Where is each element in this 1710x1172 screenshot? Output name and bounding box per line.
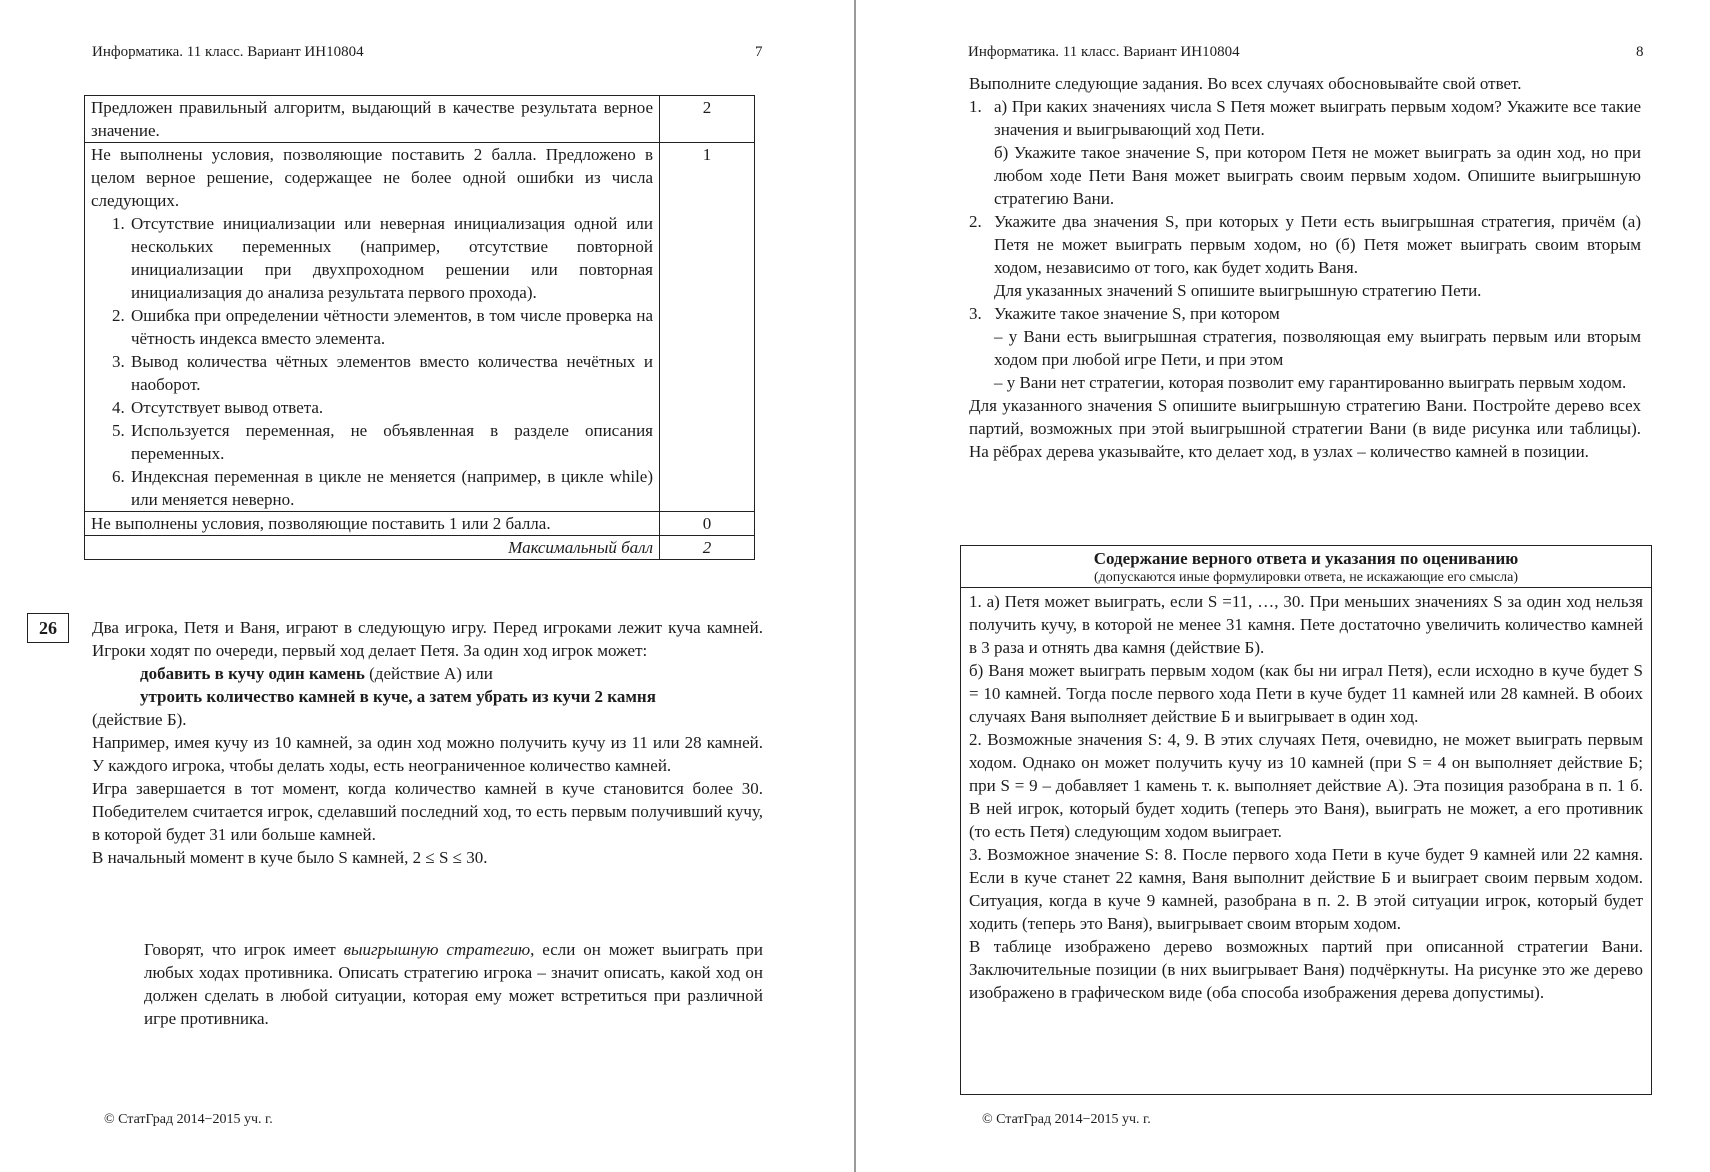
table-row	[85, 536, 755, 560]
error-list	[91, 212, 653, 511]
answer-box-subtitle: (допускаются иные формулировки ответа, не искажающие его смысла)	[961, 569, 1651, 588]
list-item: 5. Используется переменная, не объявленная в разделе описания переменных.	[129, 419, 653, 465]
question-2	[969, 210, 1641, 302]
list-item: 4. Отсутствует вывод ответа.	[129, 396, 653, 419]
question-2-strategy: Для указанных значений S опишите выигрышную стратегию Пети.	[994, 281, 1482, 300]
question-2-text: Укажите два значения S, при которых у Пети есть выигрышная стратегия, причём (а) Петя не может выиграть первым ходом, но (б) Петя может выиграть своим вторым ходом, независимо от того, как будет ходить Ваня.	[994, 212, 1641, 277]
table-row	[85, 143, 755, 512]
criteria-text: Не выполнены условия, позволяющие поставить 1 или 2 балла.	[85, 512, 660, 536]
answer-body	[961, 588, 1651, 1004]
page-number: 7	[755, 44, 763, 60]
criteria-score: 0	[660, 512, 755, 536]
assignment-intro: Выполните следующие задания. Во всех случаях обосновывайте свой ответ.	[969, 74, 1522, 93]
item-number: 1.	[969, 97, 982, 116]
page-header: Информатика. 11 класс. Вариант ИН10804	[968, 44, 1240, 60]
task-statement	[92, 616, 763, 869]
assignment-text	[969, 72, 1641, 463]
page-number: 8	[1636, 44, 1644, 60]
task-paragraph: Например, имея кучу из 10 камней, за один ход можно получить кучу из 11 или 28 камней. У каждого игрока, чтобы делать ходы, есть неограниченное количество камней.	[92, 733, 763, 775]
page-footer: © СтатГрад 2014−2015 уч. г.	[982, 1112, 1151, 1127]
table-row	[85, 512, 755, 536]
task-paragraph: Игра завершается в тот момент, когда количество камней в куче становится более 30. Победителем считается игрок, сделавший последний ход, то есть первым получивший кучу, в которой будет 31 или больше камней.	[92, 779, 763, 844]
question-3b: – у Вани нет стратегии, которая позволит ему гарантированно выиграть первым ходом.	[994, 373, 1627, 392]
closing-instructions: Для указанного значения S опишите выигрышную стратегию Вани. Постройте дерево всех партий, возможных при этой выигрышной стратегии Вани (в виде рисунка или таблицы). На рёбрах дерева указывайте, кто делает ход, в узлах – количество камней в позиции.	[969, 396, 1641, 461]
task-paragraph: В начальный момент в куче было S камней, 2 ≤ S ≤ 30.	[92, 848, 488, 867]
question-3-text: Укажите такое значение S, при котором	[994, 304, 1280, 323]
max-score-value: 2	[660, 536, 755, 560]
criteria-text: Предложен правильный алгоритм, выдающий в качестве результата верное значение.	[85, 96, 660, 143]
task-paragraph: Два игрока, Петя и Ваня, играют в следующую игру. Перед игроками лежит куча камней. Игроки ходят по очереди, первый ход делает Петя. За один ход игрок может:	[92, 618, 763, 660]
answer-1a: 1. а) Петя может выиграть, если S =11, …, 30. При меньших значениях S за один ход нельзя получить кучу, в которой не менее 31 камня. Пете достаточно увеличить количество камней в 3 раза и отнять два камня (действие Б).	[969, 592, 1643, 657]
quote-after: , если он может выиграть при любых ходах противника. Описать стратегию игрока – значит описать, какой ход он должен сделать в любой ситуации, которая ему может встретиться при различной игре противника.	[144, 940, 763, 1028]
item-number: 2.	[969, 212, 982, 231]
list-item: 6. Индексная переменная в цикле не меняется (например, в цикле while) или меняется неверно.	[129, 465, 653, 511]
criteria-intro: Не выполнены условия, позволяющие поставить 2 балла. Предложено в целом верное решение, содержащее не более одной ошибки из числа следующих.	[91, 145, 653, 210]
answer-4: В таблице изображено дерево возможных партий при описанной стратегии Вани. Заключительные позиции (в них выигрывает Ваня) подчёркнуты. На рисунке это же дерево изображено в графическом виде (оба способа изображения дерева допустимы).	[969, 937, 1643, 1002]
answer-box-title: Содержание верного ответа и указания по оцениванию	[1093, 549, 1519, 568]
item-number: 3.	[969, 304, 982, 323]
list-item: 3. Вывод количества чётных элементов вместо количества нечётных и наоборот.	[129, 350, 653, 396]
criteria-text	[85, 143, 660, 512]
criteria-score: 2	[660, 96, 755, 143]
max-score-label: Максимальный балл	[85, 536, 660, 560]
action-a-bold: добавить в кучу один камень	[140, 664, 365, 683]
criteria-table	[84, 95, 755, 560]
list-item: 2. Ошибка при определении чётности элементов, в том числе проверка на чётность индекса вместо элемента.	[129, 304, 653, 350]
action-a	[92, 662, 763, 685]
page-footer: © СтатГрад 2014−2015 уч. г.	[104, 1112, 273, 1127]
criteria-score: 1	[660, 143, 755, 512]
list-item: 1. Отсутствие инициализации или неверная инициализация одной или нескольких переменных (например, отсутствие повторной инициализации при двухпроходном решении или повторная инициализация до анализа результата первого прохода).	[129, 212, 653, 304]
quote-italic: выигрышную стратегию	[343, 940, 531, 959]
answer-2: 2. Возможные значения S: 4, 9. В этих случаях Петя, очевидно, не может выиграть первым ходом. Однако он может получить кучу из 10 камней (при S = 4 он выполняет действие Б; при S = 9 – добавляет 1 камень т. к. выполняет действие А). Эта позиция разобрана в п. 1 б. В ней игрок, который будет ходить (теперь это Ваня), выиграть не может, а его противник (то есть Петя) следующим ходом выиграет.	[969, 730, 1643, 841]
action-b-bold: утроить количество камней в куче, а затем убрать из кучи 2 камня	[140, 687, 656, 706]
quote-before: Говорят, что игрок имеет	[144, 940, 344, 959]
question-1a: а) При каких значениях числа S Петя может выиграть первым ходом? Укажите все такие значения и выигрывающий ход Пети.	[994, 97, 1641, 139]
question-3	[969, 302, 1641, 394]
action-a-rest: (действие А) или	[364, 664, 493, 683]
question-1b: б) Укажите такое значение S, при котором Петя не может выиграть за один ход, но при любом ходе Пети Ваня может выиграть своим первым ходом. Опишите выигрышную стратегию Вани.	[994, 143, 1641, 208]
table-row	[85, 96, 755, 143]
left-page	[0, 0, 854, 1172]
action-b-rest: (действие Б).	[92, 710, 187, 729]
page-header: Информатика. 11 класс. Вариант ИН10804	[92, 44, 364, 60]
answer-box	[960, 545, 1652, 1095]
strategy-definition	[144, 938, 763, 1030]
question-3a: – у Вани есть выигрышная стратегия, позволяющая ему выиграть первым или вторым ходом при любой игре Пети, и при этом	[994, 327, 1641, 369]
page-divider	[854, 0, 856, 1172]
answer-3: 3. Возможное значение S: 8. После первого хода Пети в куче будет 9 камней или 22 камня. Если в куче станет 22 камня, Ваня выполнит действие Б и выиграет своим первым ходом. Ситуация, когда в куче 9 камней, разобрана в п. 2. В этой ситуации игрок, который будет ходить (теперь это Ваня), выигрывает своим вторым ходом.	[969, 845, 1643, 933]
question-1	[969, 95, 1641, 210]
answer-1b: б) Ваня может выиграть первым ходом (как бы ни играл Петя), если исходно в куче будет S = 10 камней. Тогда после первого хода Пети в куче будет 11 камней или 28 камней. В обоих случаях Ваня выполняет действие Б и выигрывает в один ход.	[969, 661, 1643, 726]
question-number: 26	[27, 613, 69, 643]
